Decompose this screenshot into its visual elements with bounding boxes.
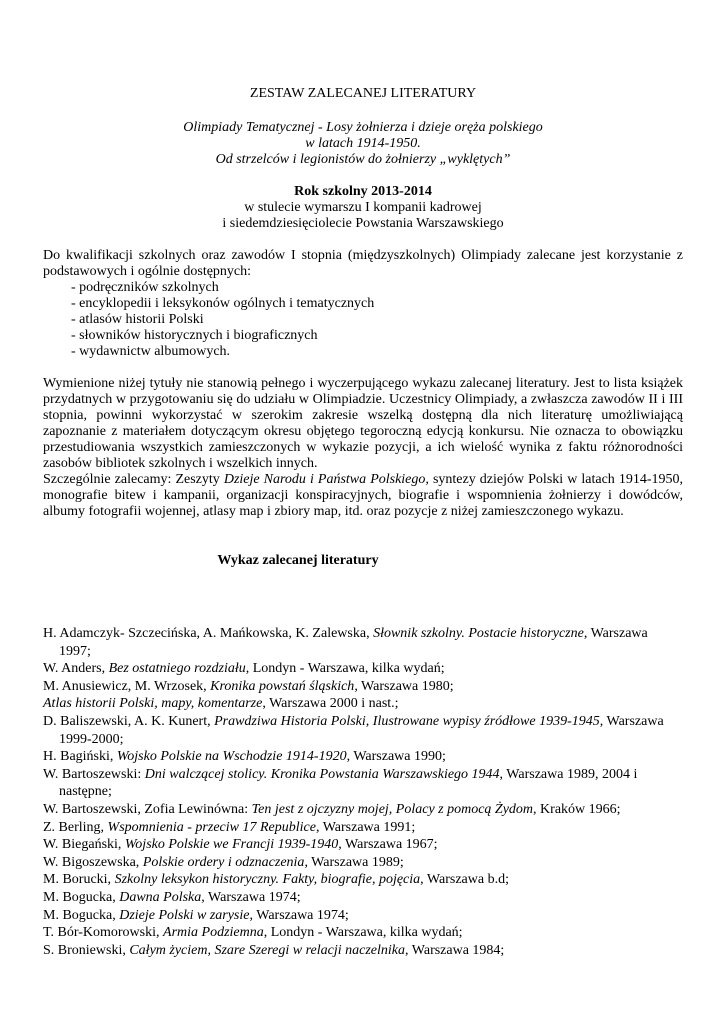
literature-author: W. Bigoszewska, (43, 854, 143, 870)
document-page (43, 86, 683, 959)
literature-author: M. Borucki, (43, 872, 115, 888)
subtitle-line: Olimpiady Tematycznej - Losy żołnierza i dzieje oręża polskiego (183, 120, 543, 135)
literature-item (43, 907, 683, 925)
literature-publication: , Warszawa 1991; (315, 819, 416, 835)
explanation-paragraph: Wymienione niżej tytuły nie stanowią pełnego i wyczerpującego wykazu zalecanej literatury. Jest to lista książek przydatnych w przygotowaniu się do udziału w Olimpiadzie. Uczestnicy Olimpiady, a zwłaszcza zawodów II i III stopnia, powinni wykorzystać w szerokim zakresie wszelką dostępną dla nich literaturę umożliwiającą zapoznanie z materiałem dotyczącym okresu objętego tegoroczną edycją konkursu. Nie oznacza to obowiązku przestudiowania wszystkich zamieszczonych w wykazie pozycji, a ich wielość wynika z faktu różnorodności zasobów bibliotek szkolnych i wszelkich innych. (43, 376, 683, 471)
literature-title: Armia Podziemna (163, 925, 264, 941)
literature-title: Dawna Polska (119, 889, 202, 905)
olympiad-subtitle (43, 120, 683, 168)
literature-title: Wspomnienia - przeciw 17 Republice (107, 819, 316, 835)
recommendation-paragraph (43, 472, 683, 520)
recommendation-text-start: Szczególnie zalecamy: Zeszyty (43, 472, 224, 487)
literature-item (43, 801, 683, 819)
literature-item (43, 871, 683, 889)
literature-publication: , Warszawa 1989; (304, 854, 404, 870)
literature-author: W. Bartoszewski: (43, 766, 145, 782)
literature-title: Bez ostatniego rozdziału (108, 661, 246, 677)
list-item: - encyklopedii i leksykonów ogólnych i tematycznych (71, 296, 683, 312)
school-year-block (43, 184, 683, 232)
literature-publication: , Londyn - Warszawa, kilka wydań; (245, 661, 445, 677)
literature-title: Prawdziwa Historia Polski, Ilustrowane wypisy źródłowe 1939-1945 (214, 713, 600, 729)
literature-item (43, 713, 683, 748)
literature-author: M. Bogucka, (43, 889, 120, 905)
school-year-line: w stulecie wymarszu I kompanii kadrowej (244, 200, 482, 215)
literature-publication: , Warszawa 1999-2000; (59, 713, 664, 747)
literature-title: Ten jest z ojczyzny mojej, Polacy z pomocą Żydom (251, 801, 534, 817)
literature-item (43, 695, 683, 713)
school-year-line: i siedemdziesięciolecie Powstania Warszawskiego (222, 216, 504, 231)
source-types-list (71, 280, 683, 360)
literature-item (43, 836, 683, 854)
literature-publication: , Londyn - Warszawa, kilka wydań; (263, 925, 463, 941)
literature-title: Dzieje Polski w zarysie (119, 907, 250, 923)
literature-publication: , Warszawa 1989, 2004 i następne; (59, 766, 638, 800)
literature-item (43, 819, 683, 837)
literature-title: Kronika powstań śląskich (210, 678, 355, 694)
literature-author: M. Anusiewicz, M. Wrzosek, (43, 678, 211, 694)
literature-title: Całym życiem, Szare Szeregi w relacji naczelnika (129, 942, 406, 958)
literature-author: Z. Berling, (43, 819, 108, 835)
literature-publication: , Warszawa 1967; (338, 837, 438, 853)
literature-item (43, 766, 683, 801)
literature-author: W. Anders, (43, 661, 109, 677)
literature-publication: , Kraków 1966; (533, 801, 621, 817)
literature-publication: , Warszawa b.d; (420, 872, 509, 888)
list-item: - słowników historycznych i biograficznych (71, 328, 683, 344)
document-title: ZESTAW ZALECANEJ LITERATURY (249, 86, 477, 101)
literature-list (43, 625, 683, 959)
list-item: - wydawnictw albumowych. (71, 344, 683, 360)
literature-title: Słownik szkolny. Postacie historyczne (373, 626, 584, 641)
literature-author: W. Bartoszewski, Zofia Lewinówna: (43, 801, 252, 817)
intro-paragraph: Do kwalifikacji szkolnych oraz zawodów I stopnia (międzyszkolnych) Olimpiady zalecane jest korzystanie z podstawowych i ogólnie dostępnych: (43, 248, 683, 279)
literature-publication: , Warszawa 1997; (59, 626, 648, 659)
literature-author: T. Bór-Komorowski, (43, 925, 164, 941)
literature-author: S. Broniewski, (43, 942, 130, 958)
literature-publication: , Warszawa 1984; (405, 942, 505, 958)
literature-title: Polskie ordery i odznaczenia (142, 854, 305, 870)
literature-item (43, 748, 683, 766)
literature-author: W. Biegański, (43, 837, 125, 853)
literature-title: Szkolny leksykon historyczny. Fakty, biografie, pojęcia (114, 872, 421, 888)
literature-item (43, 625, 683, 660)
literature-publication: , Warszawa 2000 i nast.; (262, 696, 399, 712)
list-item: - podręczników szkolnych (71, 280, 683, 296)
literature-item (43, 942, 683, 960)
list-item: - atlasów historii Polski (71, 312, 683, 328)
literature-item (43, 924, 683, 942)
literature-publication: , Warszawa 1974; (249, 907, 349, 923)
subtitle-line: w latach 1914-1950. (305, 136, 421, 151)
literature-author: H. Adamczyk- Szczecińska, A. Mańkowska, K. Zalewska, (43, 626, 374, 641)
literature-item (43, 660, 683, 678)
school-year-title: Rok szkolny 2013-2014 (294, 184, 432, 199)
literature-author: M. Bogucka, (43, 907, 120, 923)
literature-author: D. Baliszewski, A. K. Kunert, (43, 713, 215, 729)
literature-publication: , Warszawa 1974; (201, 889, 301, 905)
literature-title: Wojsko Polskie we Francji 1939-1940 (124, 837, 339, 853)
literature-author: H. Bagiński, (43, 749, 117, 765)
literature-title: Wojsko Polskie na Wschodzie 1914-1920 (116, 749, 347, 765)
literature-list-heading: Wykaz zalecanej literatury (217, 553, 379, 568)
subtitle-line: Od strzelców i legionistów do żołnierzy „wyklętych” (215, 152, 511, 167)
recommendation-series-title: Dzieje Narodu i Państwa Polskiego, (223, 472, 429, 487)
literature-title: Atlas historii Polski, mapy, komentarze (43, 696, 263, 712)
literature-title: Dni walczącej stolicy. Kronika Powstania Warszawskiego 1944 (144, 766, 500, 782)
literature-item (43, 678, 683, 696)
literature-publication: , Warszawa 1980; (354, 678, 454, 694)
literature-publication: , Warszawa 1990; (346, 749, 446, 765)
recommendation-text-end: syntezy dziejów Polski w latach 1914-1950, monografie bitew i kampanii, organizacji konspiracyjnych, biografie i wspomnienia żołnierzy i dowódców, albumy fotografii wojennej, atlasy map i zbiory map, itd. oraz pozycje z niżej zamieszczonego wykazu. (43, 472, 683, 519)
literature-item (43, 889, 683, 907)
literature-item (43, 854, 683, 872)
